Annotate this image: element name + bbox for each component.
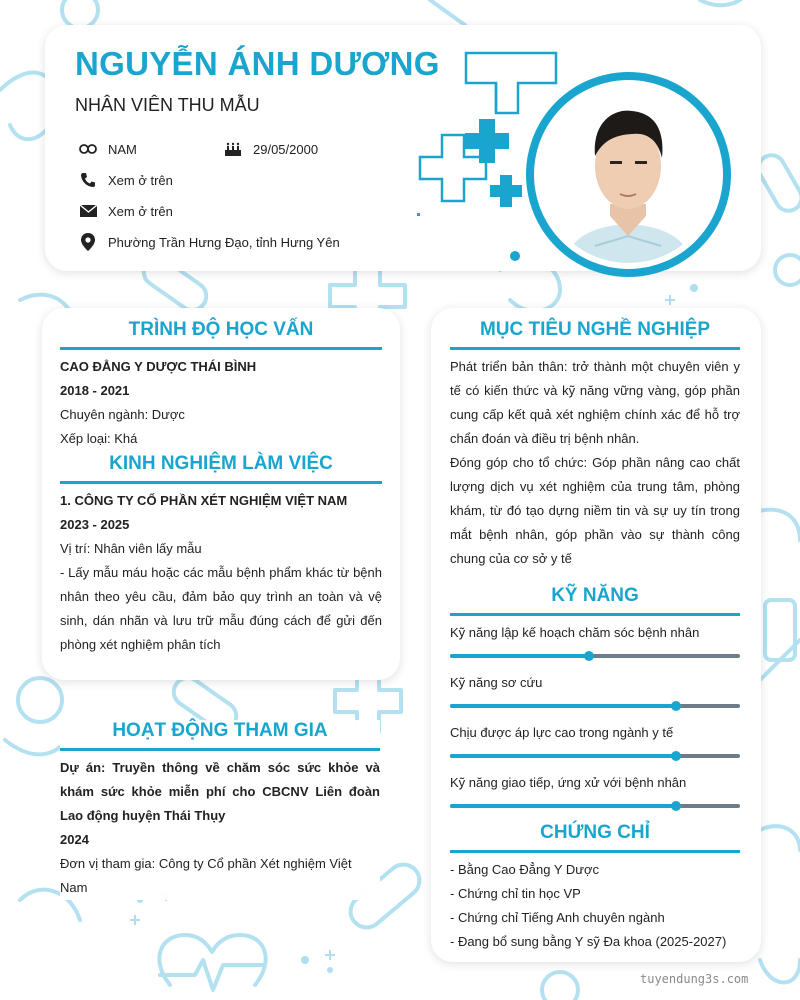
gender-icon	[78, 140, 98, 158]
certificate-item: - Bằng Cao Đẳng Y Dược	[450, 862, 599, 877]
website-watermark: tuyendung3s.com	[640, 972, 749, 986]
candidate-name: NGUYỄN ÁNH DƯƠNG	[75, 45, 440, 82]
objective-personal: Phát triển bản thân: trở thành một chuyên viên y tế có kiến thức và kỹ năng vững vàng, góp phần cung cấp kết quả xét nghiệm chính xác để hỗ trợ chẩn đoán và điều trị bệnh nhân.	[450, 359, 740, 446]
gender-value: NAM	[108, 141, 137, 157]
phone-row	[78, 171, 173, 189]
skill-level-marker	[671, 701, 681, 711]
activities-year: 2024	[60, 832, 89, 847]
education-years: 2018 - 2021	[60, 383, 130, 398]
birthday-value: 29/05/2000	[253, 141, 319, 157]
objective-organization: Đóng góp cho tổ chức: Góp phần nâng cao chất lượng dịch vụ xét nghiệm của trung tâm, phòng khám, từ đó tạo dựng niềm tin và sự uy tín trong mắt bệnh nhân, góp phần vào sự thành công chung của cơ sở y tế	[450, 455, 740, 566]
skill-level-bar	[450, 754, 740, 758]
email-value: Xem ở trên	[108, 203, 173, 219]
location-pin-icon	[78, 233, 98, 251]
skill-item	[450, 672, 740, 708]
phone-icon	[78, 171, 98, 189]
skill-level-fill	[450, 804, 676, 808]
email-row	[78, 202, 173, 220]
skill-level-fill	[450, 754, 676, 758]
gender-row	[78, 140, 137, 158]
skill-level-marker	[671, 751, 681, 761]
decorative-dot	[510, 251, 520, 261]
skill-item	[450, 772, 740, 808]
skill-name: Kỹ năng lập kế hoạch chăm sóc bệnh nhân	[450, 625, 700, 640]
phone-value: Xem ở trên	[108, 172, 173, 188]
objective-skills-card	[431, 308, 761, 962]
experience-description: - Lấy mẫu máu hoặc các mẫu bệnh phẩm khác từ bệnh nhân theo yêu cầu, đảm bảo quy trình an toàn và vệ sinh, dán nhãn và lưu trữ mẫu đúng cách để gửi đến phòng xét nghiệm phân tích	[60, 565, 382, 652]
education-experience-card	[42, 308, 400, 680]
skill-level-fill	[450, 704, 676, 708]
avatar	[526, 72, 731, 277]
skill-level-marker	[671, 801, 681, 811]
activities-section-title: HOẠT ĐỘNG THAM GIA	[60, 720, 380, 751]
skill-level-bar	[450, 704, 740, 708]
profile-header-card	[45, 25, 761, 271]
skill-item	[450, 722, 740, 758]
education-major: Chuyên ngành: Dược	[60, 407, 185, 422]
skill-level-bar	[450, 654, 740, 658]
skill-name: Chịu được áp lực cao trong ngành y tế	[450, 725, 674, 740]
activities-project: Dự án: Truyền thông về chăm sóc sức khỏe và khám sức khỏe miễn phí cho CBCNV Liên đoàn Lao động huyện Thái Thụy	[60, 760, 380, 823]
skill-level-bar	[450, 804, 740, 808]
certificate-item: - Đang bổ sung bằng Y sỹ Đa khoa (2025-2027)	[450, 934, 727, 949]
email-icon	[78, 202, 98, 220]
experience-position: Vị trí: Nhân viên lấy mẫu	[60, 541, 202, 556]
certificates-section-title: CHỨNG CHỈ	[450, 822, 740, 853]
address-row	[78, 233, 340, 251]
education-school: CAO ĐẲNG Y DƯỢC THÁI BÌNH	[60, 359, 257, 374]
skill-item	[450, 622, 740, 658]
job-title: NHÂN VIÊN THU MẪU	[75, 95, 260, 115]
birthday-cake-icon	[223, 140, 243, 158]
experience-section-title: KINH NGHIỆM LÀM VIỆC	[60, 453, 382, 484]
skill-level-fill	[450, 654, 589, 658]
education-section-title: TRÌNH ĐỘ HỌC VẤN	[60, 319, 382, 350]
birthday-row	[223, 140, 318, 158]
profile-photo	[540, 86, 717, 263]
address-value: Phường Trần Hưng Đạo, tỉnh Hưng Yên	[108, 234, 340, 250]
certificate-item: - Chứng chỉ tin học VP	[450, 886, 581, 901]
certificates-list	[450, 858, 740, 954]
skill-name: Kỹ năng giao tiếp, ứng xử với bệnh nhân	[450, 775, 687, 790]
certificate-item: - Chứng chỉ Tiếng Anh chuyên ngành	[450, 910, 665, 925]
skills-section-title: KỸ NĂNG	[450, 585, 740, 616]
education-grade: Xếp loại: Khá	[60, 431, 138, 446]
experience-years: 2023 - 2025	[60, 517, 130, 532]
skill-name: Kỹ năng sơ cứu	[450, 675, 543, 690]
skills-list	[450, 622, 740, 808]
experience-company: 1. CÔNG TY CỔ PHẦN XÉT NGHIỆM VIỆT NAM	[60, 493, 348, 508]
objective-section-title: MỤC TIÊU NGHỀ NGHIỆP	[450, 319, 740, 350]
activities-unit: Đơn vị tham gia: Công ty Cổ phần Xét nghiệm Việt Nam	[60, 856, 352, 895]
skill-level-marker	[584, 651, 594, 661]
activities-section	[60, 720, 380, 900]
